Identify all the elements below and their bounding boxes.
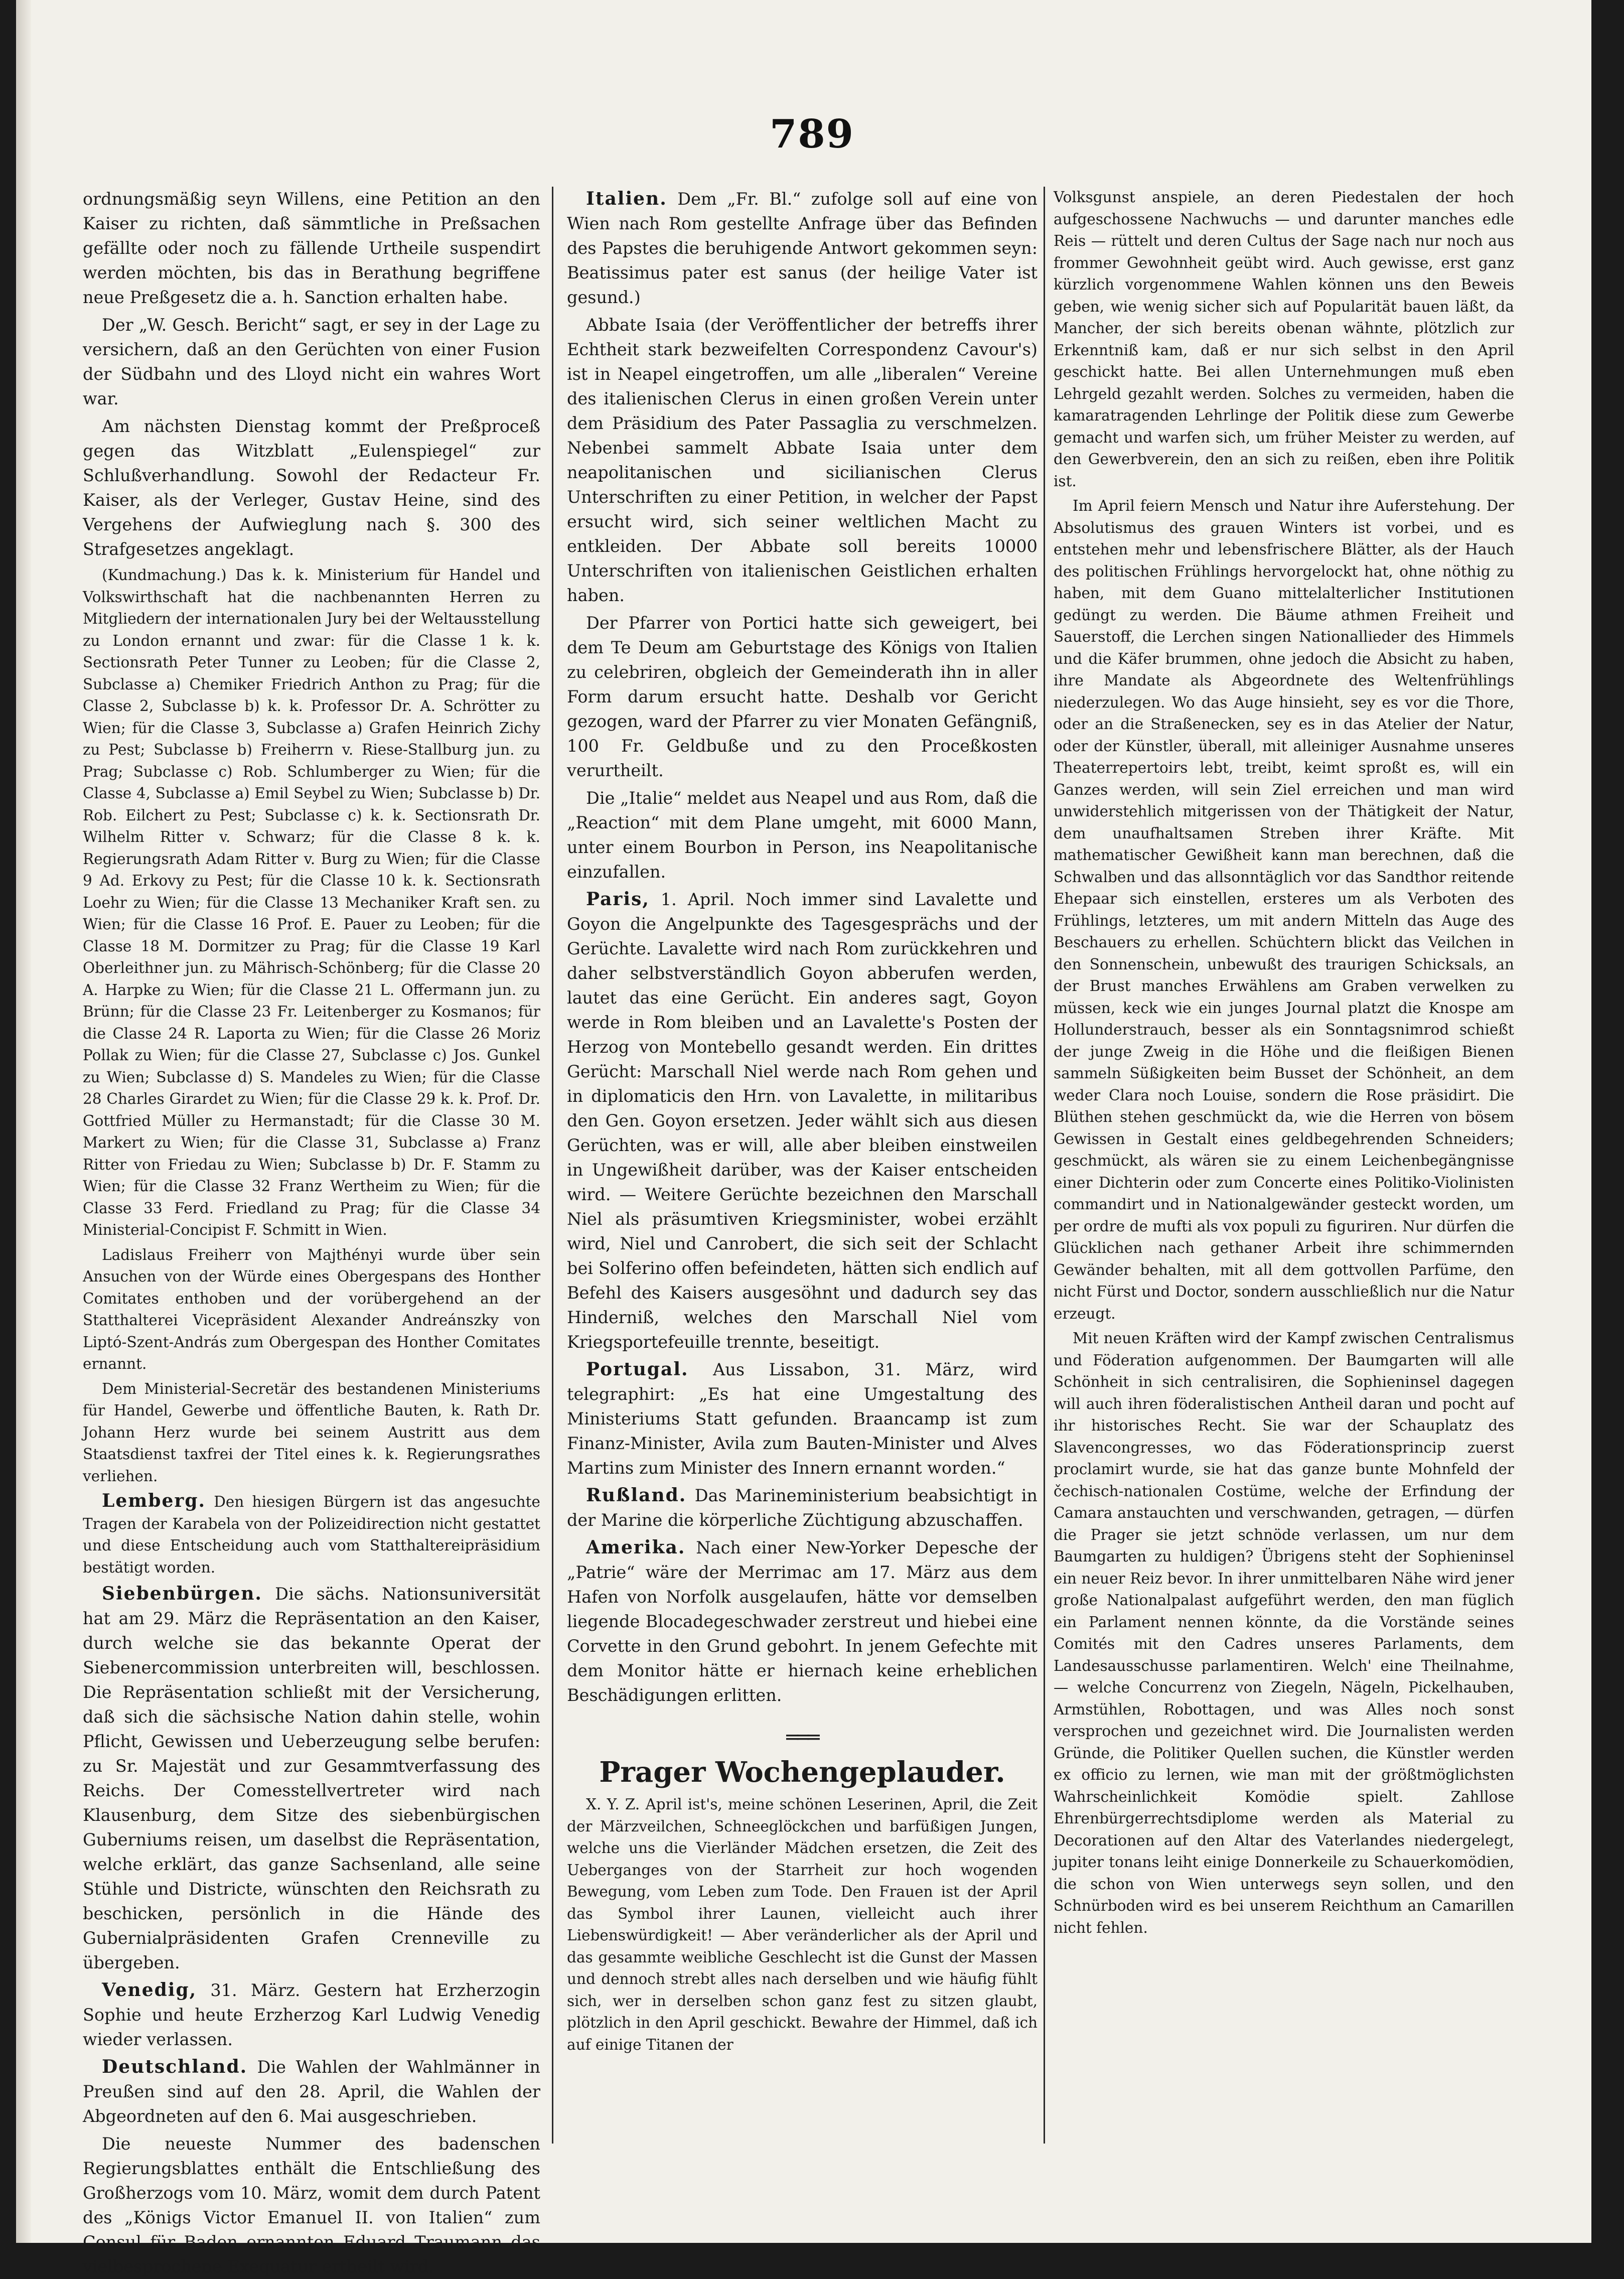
section-separator: ═══ — [786, 1726, 818, 1749]
article-paragraph — [83, 1244, 540, 1375]
article-text: Ladislaus Freiherr von Majthényi wurde über sein Ansuchen von der Würde eines Obergespans des Honther Comitates enthoben und der vorübergehend an der Statthalterei Vicepräsident Alexander Andreánszky von Liptó-Szent-András zum Obergespan des Honther Comitates ernannt. — [83, 1246, 540, 1372]
article-paragraph — [83, 2055, 540, 2128]
article-paragraph — [83, 1978, 540, 2052]
article-text: (Kundmachung.) Das k. k. Ministerium für Handel und Volkswirthschaft hat die nachbenannten Herren zu Mitgliedern der internationalen Jury bei der Weltausstellung zu London ernannt und zwar: für die Classe 1 k. k. Sectionsrath Peter Tunner zu Leoben; für die Classe 2, Subclasse a) Chemiker Friedrich Anthon zu Prag; für die Classe 2, Subclasse b) k. k. Professor Dr. A. Schrötter zu Wien; für die Classe 3, Subclasse a) Grafen Heinrich Zichy zu Pest; Subclasse b) Freiherrn v. Riese-Stallburg jun. zu Prag; Subclasse c) Rob. Schlumberger zu Wien; für die Classe 4, Subclasse a) Emil Seybel zu Wien; Subclasse b) Dr. Rob. Eilchert zu Pest; Subclasse c) k. k. Sectionsrath Dr. Wilhelm Ritter v. Schwarz; für die Classe 8 k. k. Regierungsrath Adam Ritter v. Burg zu Wien; für die Classe 9 Ad. Erkovy zu Pest; für die Classe 10 k. k. Sectionsrath Loehr zu Wien; für die Classe 13 Mechaniker Kraft sen. zu Wien; für die Classe 16 Prof. E. Pauer zu Leoben; für die Classe 18 M. Dormitzer zu Prag; für die Classe 19 Karl Oberleithner jun. zu Mährisch-Schönberg; für die Classe 20 A. Harpke zu Wien; für die Classe 21 L. Offermann jun. zu Brünn; für die Classe 23 Fr. Leitenberger zu Kosmanos; für die Classe 24 R. Laporta zu Wien; für die Classe 26 Moriz Pollak zu Wien; für die Classe 27, Subclasse c) Jos. Gunkel zu Wien; Subclasse d) S. Mandeles zu Wien; für die Classe 28 Charles Girardet zu Wien; für die Classe 29 k. k. Prof. Dr. Gottfried Müller zu Hermanstadt; für die Classe 30 M. Markert zu Wien; für die Classe 31, Subclasse a) Franz Ritter von Friedau zu Wien; Subclasse b) Dr. F. Stamm zu Wien; für die Classe 32 Franz Wertheim zu Wien; für die Classe 33 Ferd. Friedland zu Prag; für die Classe 34 Ministerial-Concipist F. Schmitt in Wien. — [83, 566, 540, 1238]
article-dateline: Siebenbürgen. — [102, 1583, 262, 1604]
article-dateline: Paris, — [586, 889, 650, 910]
article-text: Dem Ministerial-Secretär des bestandenen Ministeriums für Handel, Gewerbe und öffentliche Bauten, k. Rath Dr. Johann Herz wurde bei seinem Austritt aus dem Staatsdienst taxfrei der Titel eines k. k. Regierungsrathes verliehen. — [83, 1380, 540, 1485]
article-dateline: Deutschland. — [102, 2056, 248, 2077]
article-dateline: Portugal. — [586, 1359, 689, 1380]
article-paragraph — [83, 187, 540, 310]
article-text: Im April feiern Mensch und Natur ihre Auferstehung. Der Absolutismus des grauen Winters ist vorbei, und es entstehen mehr und lebensfrischere Blätter, als der Hauch des politischen Frühlings hervorgelockt hat, ohne nöthig zu haben, mit dem Guano mittelalterlicher Institutionen gedüngt zu werden. Die Bäume athmen Freiheit und Sauerstoff, die Lerchen singen Nationallieder des Himmels und die Käfer brummen, ohne jedoch die Absicht zu haben, ihre Mandate als Abgeordnete des Weltenfrühlings niederzulegen. Wo das Auge hinsieht, sey es vor die Thore, oder an die Straßenecken, sey es in das Atelier der Natur, oder der Künstler, überall, mit alleiniger Ausnahme unseres Theaterrepertoirs lebt, treibt, keimt sproßt es, will ein Ganzes werden, will sein Ziel erreichen und man wird unwiderstehlich mitgerissen von der Thätigkeit der Natur, dem unaufhaltsamen Streben ihrer Kräfte. Mit mathematischer Gewißheit kann man berechnen, daß die Schwalben und das allsonntäglich vor das Sandthor reitende Ehepaar sich einstellen, ersteres um als Verboten des Frühlings, letzteres, um mit andern Mitteln das Auge des Beschauers zu erhellen. Schüchtern blickt das Veilchen in den Sonnenschein, unbewußt des traurigen Schicksals, an der Brust manches Erwählens am Graben verwelken zu müssen, keck wie ein junges Journal platzt die Knospe am Hollunderstrauch, besser als ein Sonntagsnimrod schießt der junge Zweig in die Höhe und die fleißigen Bienen sammeln Süßigkeiten beim Busset der Schönheit, an dem weder Clara noch Louise, sondern die Rose präsidirt. Die Blüthen stehen geschmückt da, wie die Herren von bösem Gewissen in Gestalt eines geldbegehrenden Schneiders; geschmückt, als wären sie zu einem Leichenbegängnisse einer Dichterin oder zum Concerte eines Politiko-Violinisten commandirt und in Nationalgewänder gesteckt worden, um per ordre de mufti als vox populi zu figuriren. Nur dürfen die Glücklichen nach gethaner Arbeit ihre schimmernden Gewänder behalten, mit all dem gottvollen Parfüme, den nicht Fürst und Doctor, sondern ausschließlich nur die Natur erzeugt. — [1054, 497, 1514, 1322]
article-text: Der „W. Gesch. Bericht“ sagt, er sey in der Lage zu versichern, daß an den Gerüchten von einer Fusion der Südbahn und des Lloyd nicht ein wahres Wort war. — [83, 315, 540, 408]
article-text: 31. März. Gestern hat Erzherzogin Sophie und heute Erzherzog Karl Ludwig Venedig wieder verlassen. — [83, 1980, 540, 2049]
article-text: ordnungsmäßig seyn Willens, eine Petition an den Kaiser zu richten, daß sämmtliche in Preßsachen gefällte oder noch zu fällende Urtheile suspendirt werden möchten, bis das in Berathung begriffene neue Preßgesetz die a. h. Sanction erhalten habe. — [83, 189, 540, 307]
page-number: 789 — [770, 111, 854, 157]
article-text: Dem „Fr. Bl.“ zufolge soll auf eine von Wien nach Rom gestellte Anfrage über das Befinden des Papstes die beruhigende Antwort gekommen seyn: Beatissimus pater est sanus (der heilige Vater ist gesund.) — [567, 189, 1038, 307]
article-paragraph — [83, 1378, 540, 1488]
article-paragraph — [567, 1794, 1038, 2056]
article-paragraph — [567, 786, 1038, 884]
article-paragraph — [567, 187, 1038, 310]
article-dateline: Lemberg. — [102, 1490, 206, 1511]
article-dateline: Venedig, — [102, 1979, 197, 2001]
article-paragraph — [567, 313, 1038, 608]
article-paragraph — [567, 1483, 1038, 1532]
article-paragraph — [567, 1535, 1038, 1707]
article-text: Die „Italie“ meldet aus Neapel und aus Rom, daß die „Reaction“ mit dem Plane umgeht, mit 6000 Mann, unter einem Bourbon in Person, ins Neapolitanische einzufallen. — [567, 788, 1038, 882]
article-paragraph — [1054, 1328, 1514, 1939]
article-text: Am nächsten Dienstag kommt der Preßproceß gegen das Witzblatt „Eulenspiegel“ zur Schlußverhandlung. Sowohl der Redacteur Fr. Kaiser, als der Verleger, Gustav Heine, sind des Vergehens der Aufwieglung nach §. 300 des Strafgesetzes angeklagt. — [83, 416, 540, 559]
binding-gutter — [16, 0, 31, 2243]
article-dateline: Amerika. — [586, 1537, 686, 1558]
column-3 — [1054, 187, 1514, 2144]
article-paragraph — [83, 313, 540, 411]
article-text: Mit neuen Kräften wird der Kampf zwischen Centralismus und Föderation aufgenommen. Der Baumgarten will alle Schönheit in sich centralisiren, die Sophieninsel dagegen will auch ihren föderalistischen Antheil daran und pocht auf ihr historisches Recht. Sie war der Schauplatz des Slavencongresses, wo das Föderationsprincip zuerst proclamirt wurde, sie hat das ganze bunte Mohnfeld der čechisch-nationalen Costüme, welche der Erfindung der Camara anstauchten und verschwanden, getragen, — dürfen die Prager sie jetzt schnöde verlassen, um nur dem Baumgarten zu huldigen? Übrigens steht der Sophieninsel ein neuer Reiz bevor. In ihrer unmittelbaren Nähe wird jener große Nationalpalast aufgeführt werden, den man füglich ein Parlament nennen könnte, da die Vorstände seines Comités mit den Cadres unseres Parlaments, dem Landesausschusse parlamentiren. Welch' eine Theilnahme, — welche Concurrenz von Ziegeln, Nägeln, Pickelhauben, Armstühlen, Robottagen, und was Alles noch sonst versprochen und gezeichnet wird. Die Journalisten werden Gründe, die Politiker Quellen suchen, die Künstler werden ex officio zu lernen, wie man mit der größtmöglichsten Wahrscheinlichkeit Komödie spielt. Zahllose Ehrenbürgerrechtsdiplome werden als Material zu Decorationen auf den Altar des Vaterlandes niedergelegt, jupiter tonans leiht einige Donnerkeile zu Schauerkomödien, die schon von Wien unterwegs seyn sollen, und den Schnürboden wird es bei unserem Reichthum an Camarillen nicht fehlen. — [1054, 1330, 1514, 1936]
article-text: Abbate Isaia (der Veröffentlicher der betreffs ihrer Echtheit stark bezweifelten Correspondenz Cavour's) ist in Neapel eingetroffen, um alle „liberalen“ Vereine des italienischen Clerus in einen großen Verein unter dem Präsidium des Pater Passaglia zu verschmelzen. Nebenbei sammelt Abbate Isaia unter dem neapolitanischen und sicilianischen Clerus Unterschriften zu einer Petition, in welcher der Papst ersucht wird, sich seiner weltlichen Macht zu entkleiden. Der Abbate soll bereits 10000 Unterschriften von italienischen Geistlichen erhalten haben. — [567, 315, 1038, 605]
article-paragraph — [83, 2131, 540, 2279]
article-paragraph — [1054, 187, 1514, 492]
article-text: Nach einer New-Yorker Depesche der „Patrie“ wäre der Merrimac am 17. März aus dem Hafen von Norfolk ausgelaufen, hätte vor demselben liegende Blocadegeschwader zerstreut und hiebei eine Corvette in den Grund gebohrt. In jenem Gefechte mit dem Monitor hätte er hiernach keine erheblichen Beschädigungen erlitten. — [567, 1538, 1038, 1705]
column-1 — [83, 187, 540, 2276]
article-paragraph — [83, 564, 540, 1241]
column-rule-2 — [1044, 187, 1045, 2144]
article-paragraph — [83, 1490, 540, 1579]
article-text: Die neueste Nummer des badenschen Regierungsblattes enthält die Entschließung des Großherzogs vom 10. März, womit dem durch Patent des „Königs Victor Emanuel II. von Italien“ zum Consul für Baden ernannten Eduard Traumann das vielbesprochene Exequatur ertheilt wird. — [83, 2134, 540, 2276]
article-paragraph — [1054, 495, 1514, 1325]
article-paragraph — [567, 887, 1038, 1354]
article-paragraph — [567, 1357, 1038, 1480]
column-2 — [567, 187, 1038, 2144]
article-text: X. Y. Z. April ist's, meine schönen Leserinen, April, die Zeit der Märzveilchen, Schneeglöckchen und barfüßigen Jungen, welche uns die Vierländer Mädchen ersetzen, die Zeit des Ueberganges von der Starrheit zur hoch wogenden Bewegung, vom Leben zum Tode. Den Frauen ist der April das Symbol ihrer Launen, vielleicht auch ihrer Liebenswürdigkeit! — Aber veränderlicher als der April und das gesammte weibliche Geschlecht ist die Gunst der Massen und dennoch strebt alles nach derselben und wie häufig fühlt sich, wer in derselben schon ganz fest zu sitzen glaubt, plötzlich in den April geschickt. Bewahre der Himmel, daß ich auf einige Titanen der — [567, 1796, 1038, 2053]
article-text: Der Pfarrer von Portici hatte sich geweigert, bei dem Te Deum am Geburtstage des Königs von Italien zu celebriren, obgleich der Gemeinderath ihn in aller Form darum ersucht hatte. Deshalb vor Gericht gezogen, ward der Pfarrer zu vier Monaten Gefängniß, 100 Fr. Geldbuße und zu den Proceßkosten verurtheilt. — [567, 613, 1038, 780]
article-text: Das Marineministerium beabsichtigt in der Marine die körperliche Züchtigung abzuschaffen. — [567, 1486, 1038, 1530]
article-dateline: Rußland. — [586, 1485, 687, 1506]
article-paragraph — [567, 611, 1038, 783]
article-text: Volksgunst anspiele, an deren Piedestalen der hoch aufgeschossene Nachwuchs — und darunter manches edle Reis — rüttelt und deren Cultus der Sage nach nur noch aus frommer Gewohnheit geübt wird. Auch gewisse, erst ganz kürzlich vorgenommene Wahlen können uns den Beweis geben, wie wenig sicher sich auf Popularität bauen läßt, da Mancher, der sich bereits obenan wähnte, plötzlich zur Erkenntniß kam, daß er nur sich selbst in den April geschickt hatte. Bei allen Unternehmungen muß eben Lehrgeld gezahlt werden. Solches zu vermeiden, haben die kamaratragenden Lehrlinge der Politik diese zum Gewerbe gemacht und warfen sich, um früher Meister zu werden, auf den Gewerbverein, den an sich zu reißen, eben ihre Politik ist. — [1054, 189, 1514, 490]
article-paragraph — [83, 414, 540, 561]
article-text: Die sächs. Nationsuniversität hat am 29. März die Repräsentation an den Kaiser, durch welche sie das bekannte Operat der Siebenercommission unterbreiten will, beschlossen. Die Repräsentation schließt mit der Versicherung, daß sich die sächsische Nation dahin stelle, wohin Pflicht, Gewissen und Ueberzeugung selbe berufen: zu Sr. Majestät und zur Gesammtverfassung des Reichs. Der Comesstellvertreter wird nach Klausenburg, dem Sitze des siebenbürgischen Guberniums reisen, um daselbst die Repräsentation, welche erklärt, das ganze Sachsenland, alle seine Stühle und Districte, wünschten den Reichsrath zu beschicken, persönlich in die Hände des Gubernialpräsidenten Grafen Crenneville zu übergeben. — [83, 1584, 540, 1972]
article-text: Die Wahlen der Wahlmänner in Preußen sind auf den 28. April, die Wahlen der Abgeordneten auf den 6. Mai ausgeschrieben. — [83, 2057, 540, 2126]
article-paragraph — [83, 1582, 540, 1975]
article-text: Den hiesigen Bürgern ist das angesuchte Tragen der Karabela von der Polizeidirection nicht gestattet und diese Entscheidung auch vom Statthaltereipräsidium bestätigt worden. — [83, 1493, 540, 1576]
article-text: 1. April. Noch immer sind Lavalette und Goyon die Angelpunkte des Tagesgesprächs und der Gerüchte. Lavalette wird nach Rom zurückkehren und daher selbstverständlich Goyon abberufen werden, lautet das eine Gerücht. Ein anderes sagt, Goyon werde in Rom bleiben und an Lavalette's Posten der Herzog von Montebello gesandt werden. Ein drittes Gerücht: Marschall Niel werde nach Rom gehen und in diplomaticis den Hrn. von Lavalette, in militaribus den Gen. Goyon ersetzen. Jeder wählt sich aus diesen Gerüchten, was er will, alle aber bleiben einstweilen in Ungewißheit darüber, was der Kaiser entscheiden wird. — Weitere Gerüchte bezeichnen den Marschall Niel als präsumtiven Kriegsminister, wobei erzählt wird, Niel und Canrobert, die sich seit der Schlacht bei Solferino offen befeindeten, hätten sich endlich auf Befehl des Kaisers ausgesöhnt und dadurch sey das Hinderniß, welches den Marschall Niel vom Kriegsportefeuille trennte, beseitigt. — [567, 890, 1038, 1352]
article-text: Aus Lissabon, 31. März, wird telegraphirt: „Es hat eine Umgestaltung des Ministeriums Statt gefunden. Braancamp ist zum Finanz-Minister, Avila zum Bauten-Minister und Alves Martins zum Minister des Innern ernannt worden.“ — [567, 1360, 1038, 1478]
column-rule-1 — [552, 187, 553, 2144]
article-dateline: Italien. — [586, 188, 667, 209]
feuilleton-title: Prager Wochengeplauder. — [599, 1756, 1005, 1789]
